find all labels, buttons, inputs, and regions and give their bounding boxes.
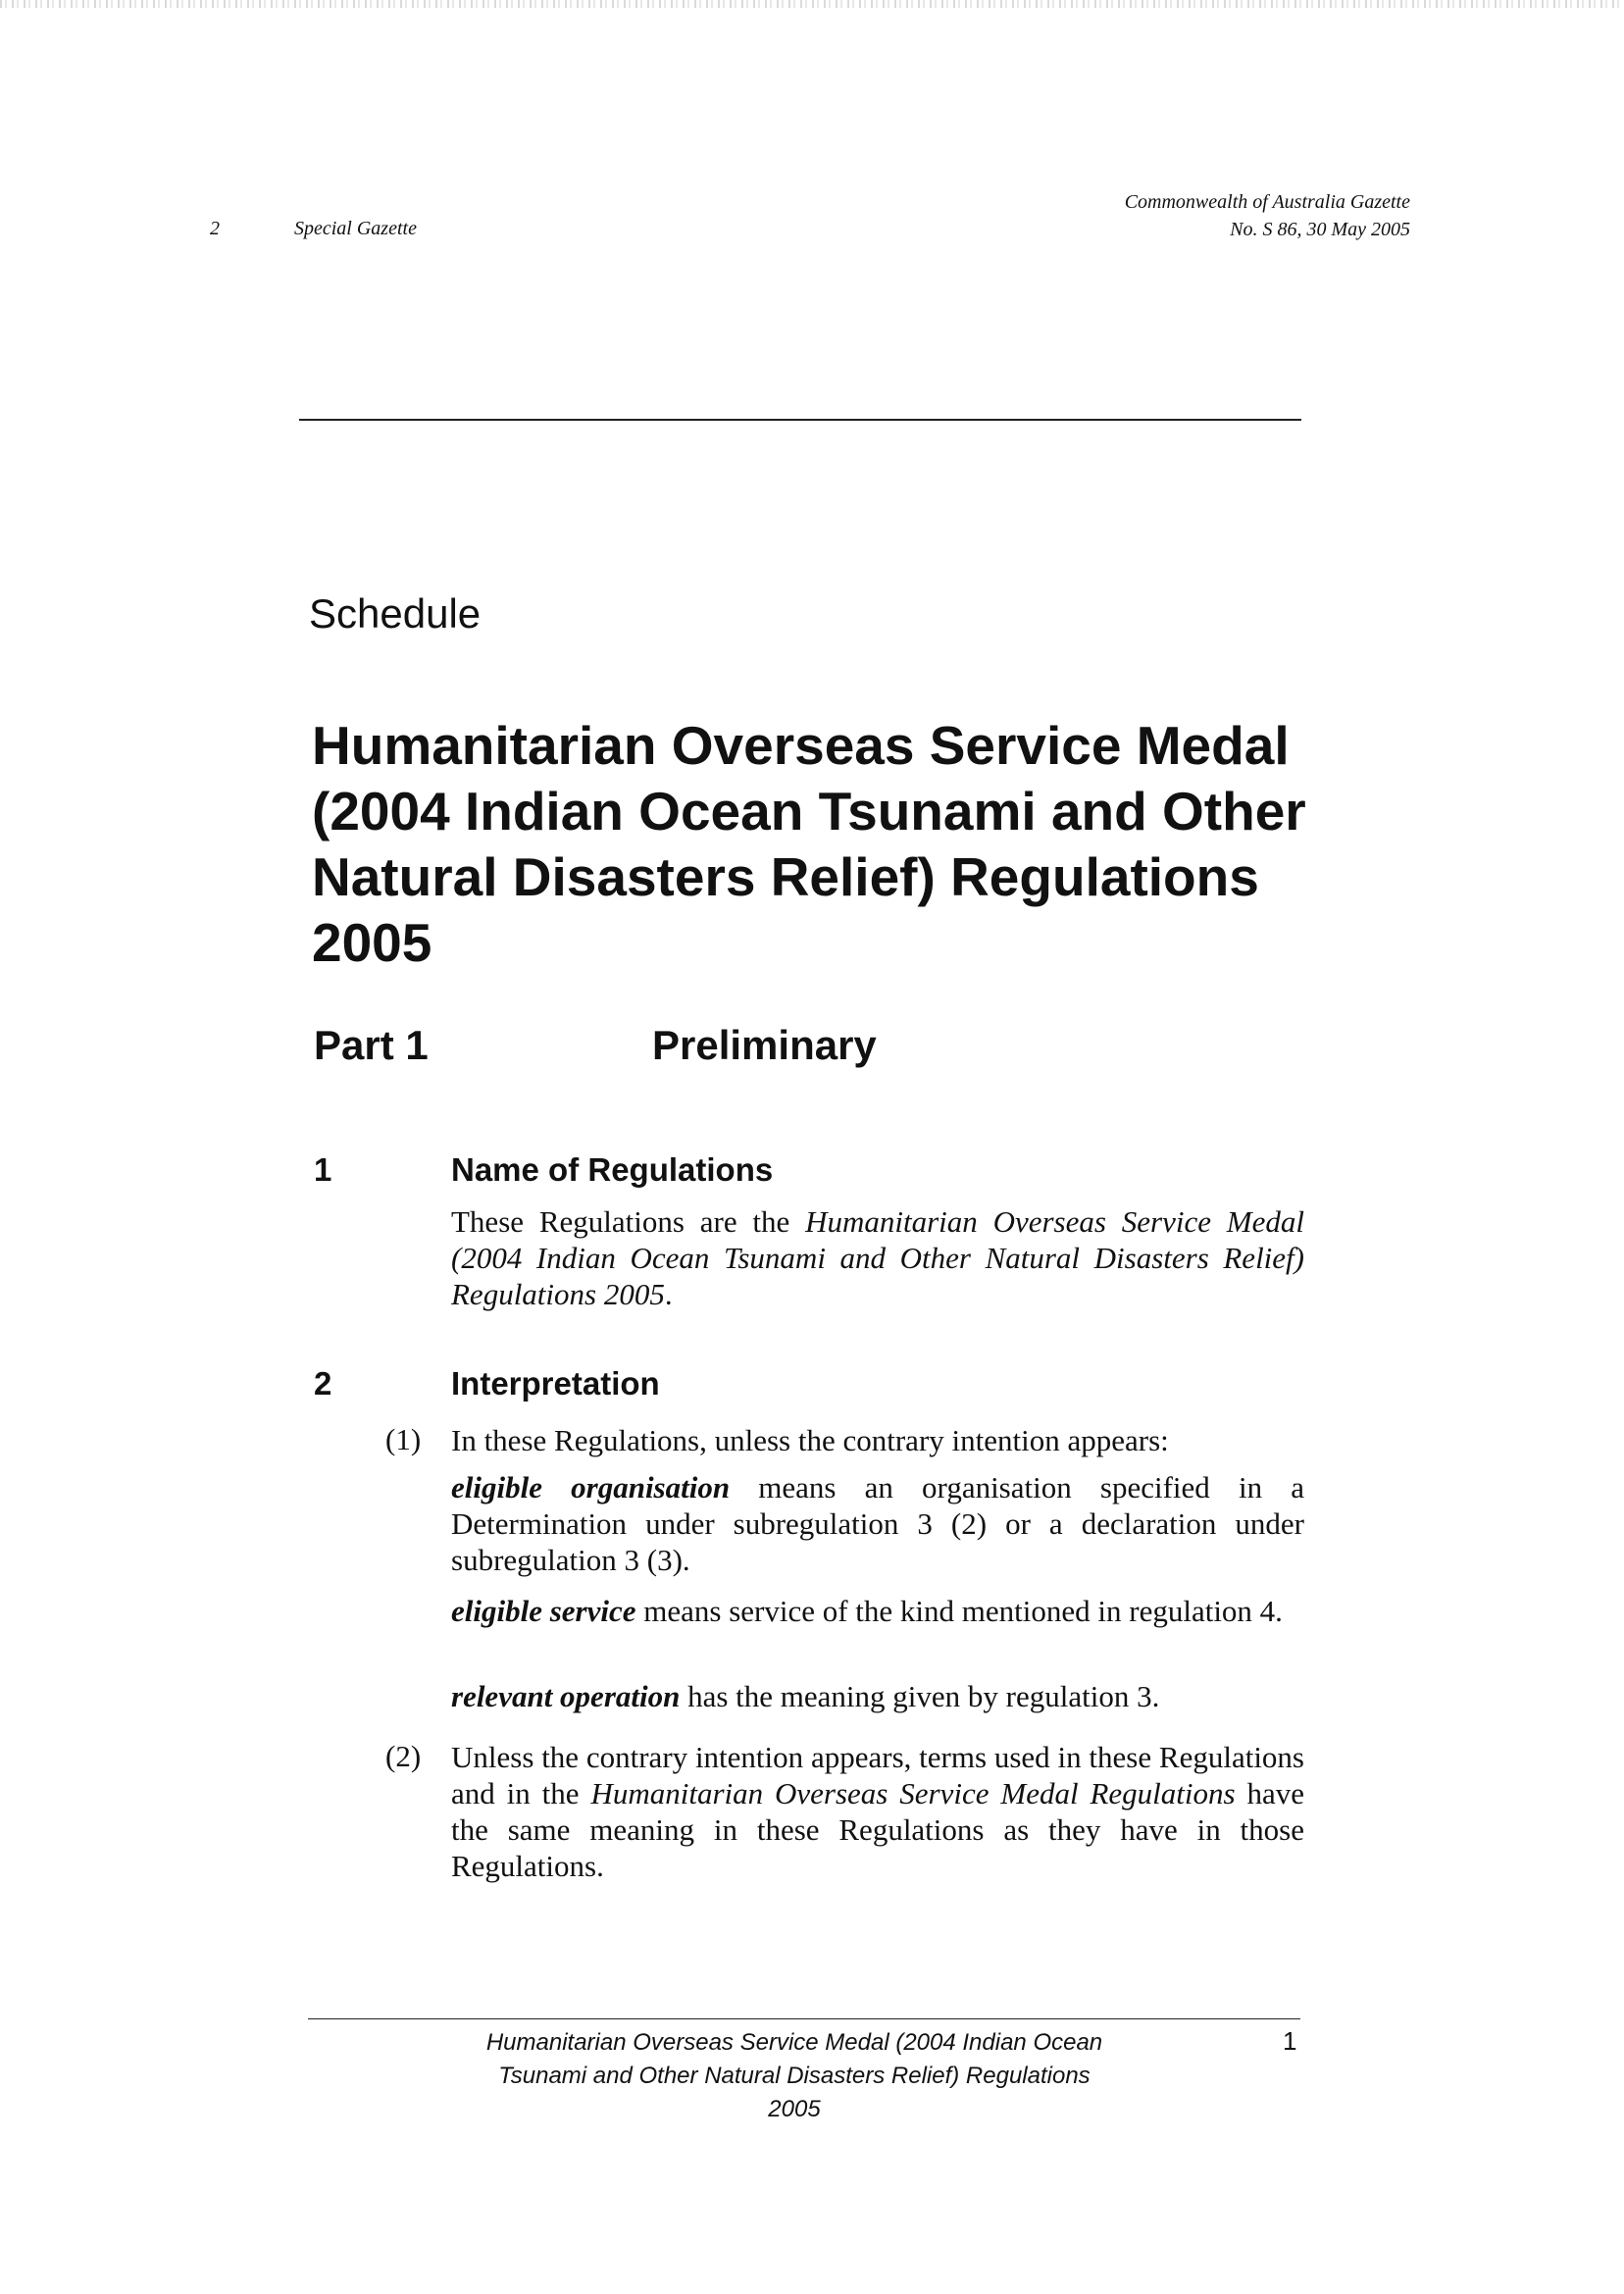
subregulation-2-text bbox=[451, 1739, 1304, 1884]
section-1-text-end: . bbox=[664, 1277, 673, 1311]
definition-eligible-organisation bbox=[451, 1469, 1304, 1578]
footer-title-line1: Humanitarian Overseas Service Medal (2004 Indian Ocean bbox=[485, 2029, 1103, 2056]
running-head-right-line1: Commonwealth of Australia Gazette bbox=[1124, 191, 1410, 213]
definition-relevant-operation bbox=[451, 1678, 1304, 1714]
section-1-number: 1 bbox=[314, 1151, 332, 1188]
subregulation-2-end: have the same meaning in these Regulations as they have in those Regulations. bbox=[451, 1776, 1304, 1883]
running-head-right-line2: No. S 86, 30 May 2005 bbox=[1230, 219, 1410, 240]
subregulation-1-intro: In these Regulations, unless the contrary intention appears: bbox=[451, 1423, 1169, 1457]
section-1-text bbox=[451, 1203, 1304, 1312]
definition-text: has the meaning given by regulation 3. bbox=[680, 1679, 1160, 1713]
running-head-left: Special Gazette bbox=[294, 218, 417, 239]
section-1-heading: Name of Regulations bbox=[451, 1151, 774, 1188]
top-rule bbox=[299, 419, 1301, 421]
schedule-heading: Schedule bbox=[309, 590, 482, 637]
definition-eligible-service bbox=[451, 1593, 1304, 1629]
subregulation-2-lead: Unless the contrary intention appears, terms used in these Regulations and in the bbox=[451, 1740, 1304, 1810]
section-2-number: 2 bbox=[314, 1365, 332, 1402]
definition-term: eligible organisation bbox=[451, 1470, 731, 1504]
footer-rule bbox=[308, 2018, 1300, 2019]
part-label: Part 1 bbox=[314, 1022, 429, 1068]
footer-title-line3: 2005 bbox=[768, 2096, 821, 2122]
referenced-regulations-name: Humanitarian Overseas Service Medal Regulations bbox=[590, 1776, 1236, 1810]
section-1-text-lead: These Regulations are the bbox=[451, 1204, 806, 1239]
footer-title-line2: Tsunami and Other Natural Disasters Relief) Regulations bbox=[498, 2063, 1091, 2089]
footer-page-number: 1 bbox=[1283, 2026, 1297, 2056]
running-head-right bbox=[1125, 188, 1410, 243]
document-title: Humanitarian Overseas Service Medal (2004 Indian Ocean Tsunami and Other Natural Disasters Relief) Regulations 2005 bbox=[312, 715, 1306, 973]
scan-noise bbox=[0, 0, 1624, 8]
footer-title bbox=[412, 2026, 1177, 2126]
part-title: Preliminary bbox=[652, 1022, 877, 1068]
section-2-heading: Interpretation bbox=[451, 1365, 660, 1402]
regulations-name: Humanitarian Overseas Service Medal (2004 Indian Ocean Tsunami and Other Natural Disasters Relief) Regulations 2005 bbox=[451, 1204, 1304, 1311]
definition-term: relevant operation bbox=[451, 1679, 681, 1713]
definition-text: means service of the kind mentioned in regulation 4. bbox=[635, 1594, 1283, 1628]
running-head-page-number: 2 bbox=[210, 218, 220, 239]
definition-term: eligible service bbox=[451, 1594, 636, 1628]
subregulation-1-number: (1) bbox=[385, 1422, 422, 1456]
subregulation-2-number: (2) bbox=[385, 1739, 422, 1773]
definition-text: means an organisation specified in a Determination under subregulation 3 (2) or a declaration under subregulation 3 (3). bbox=[451, 1470, 1304, 1577]
